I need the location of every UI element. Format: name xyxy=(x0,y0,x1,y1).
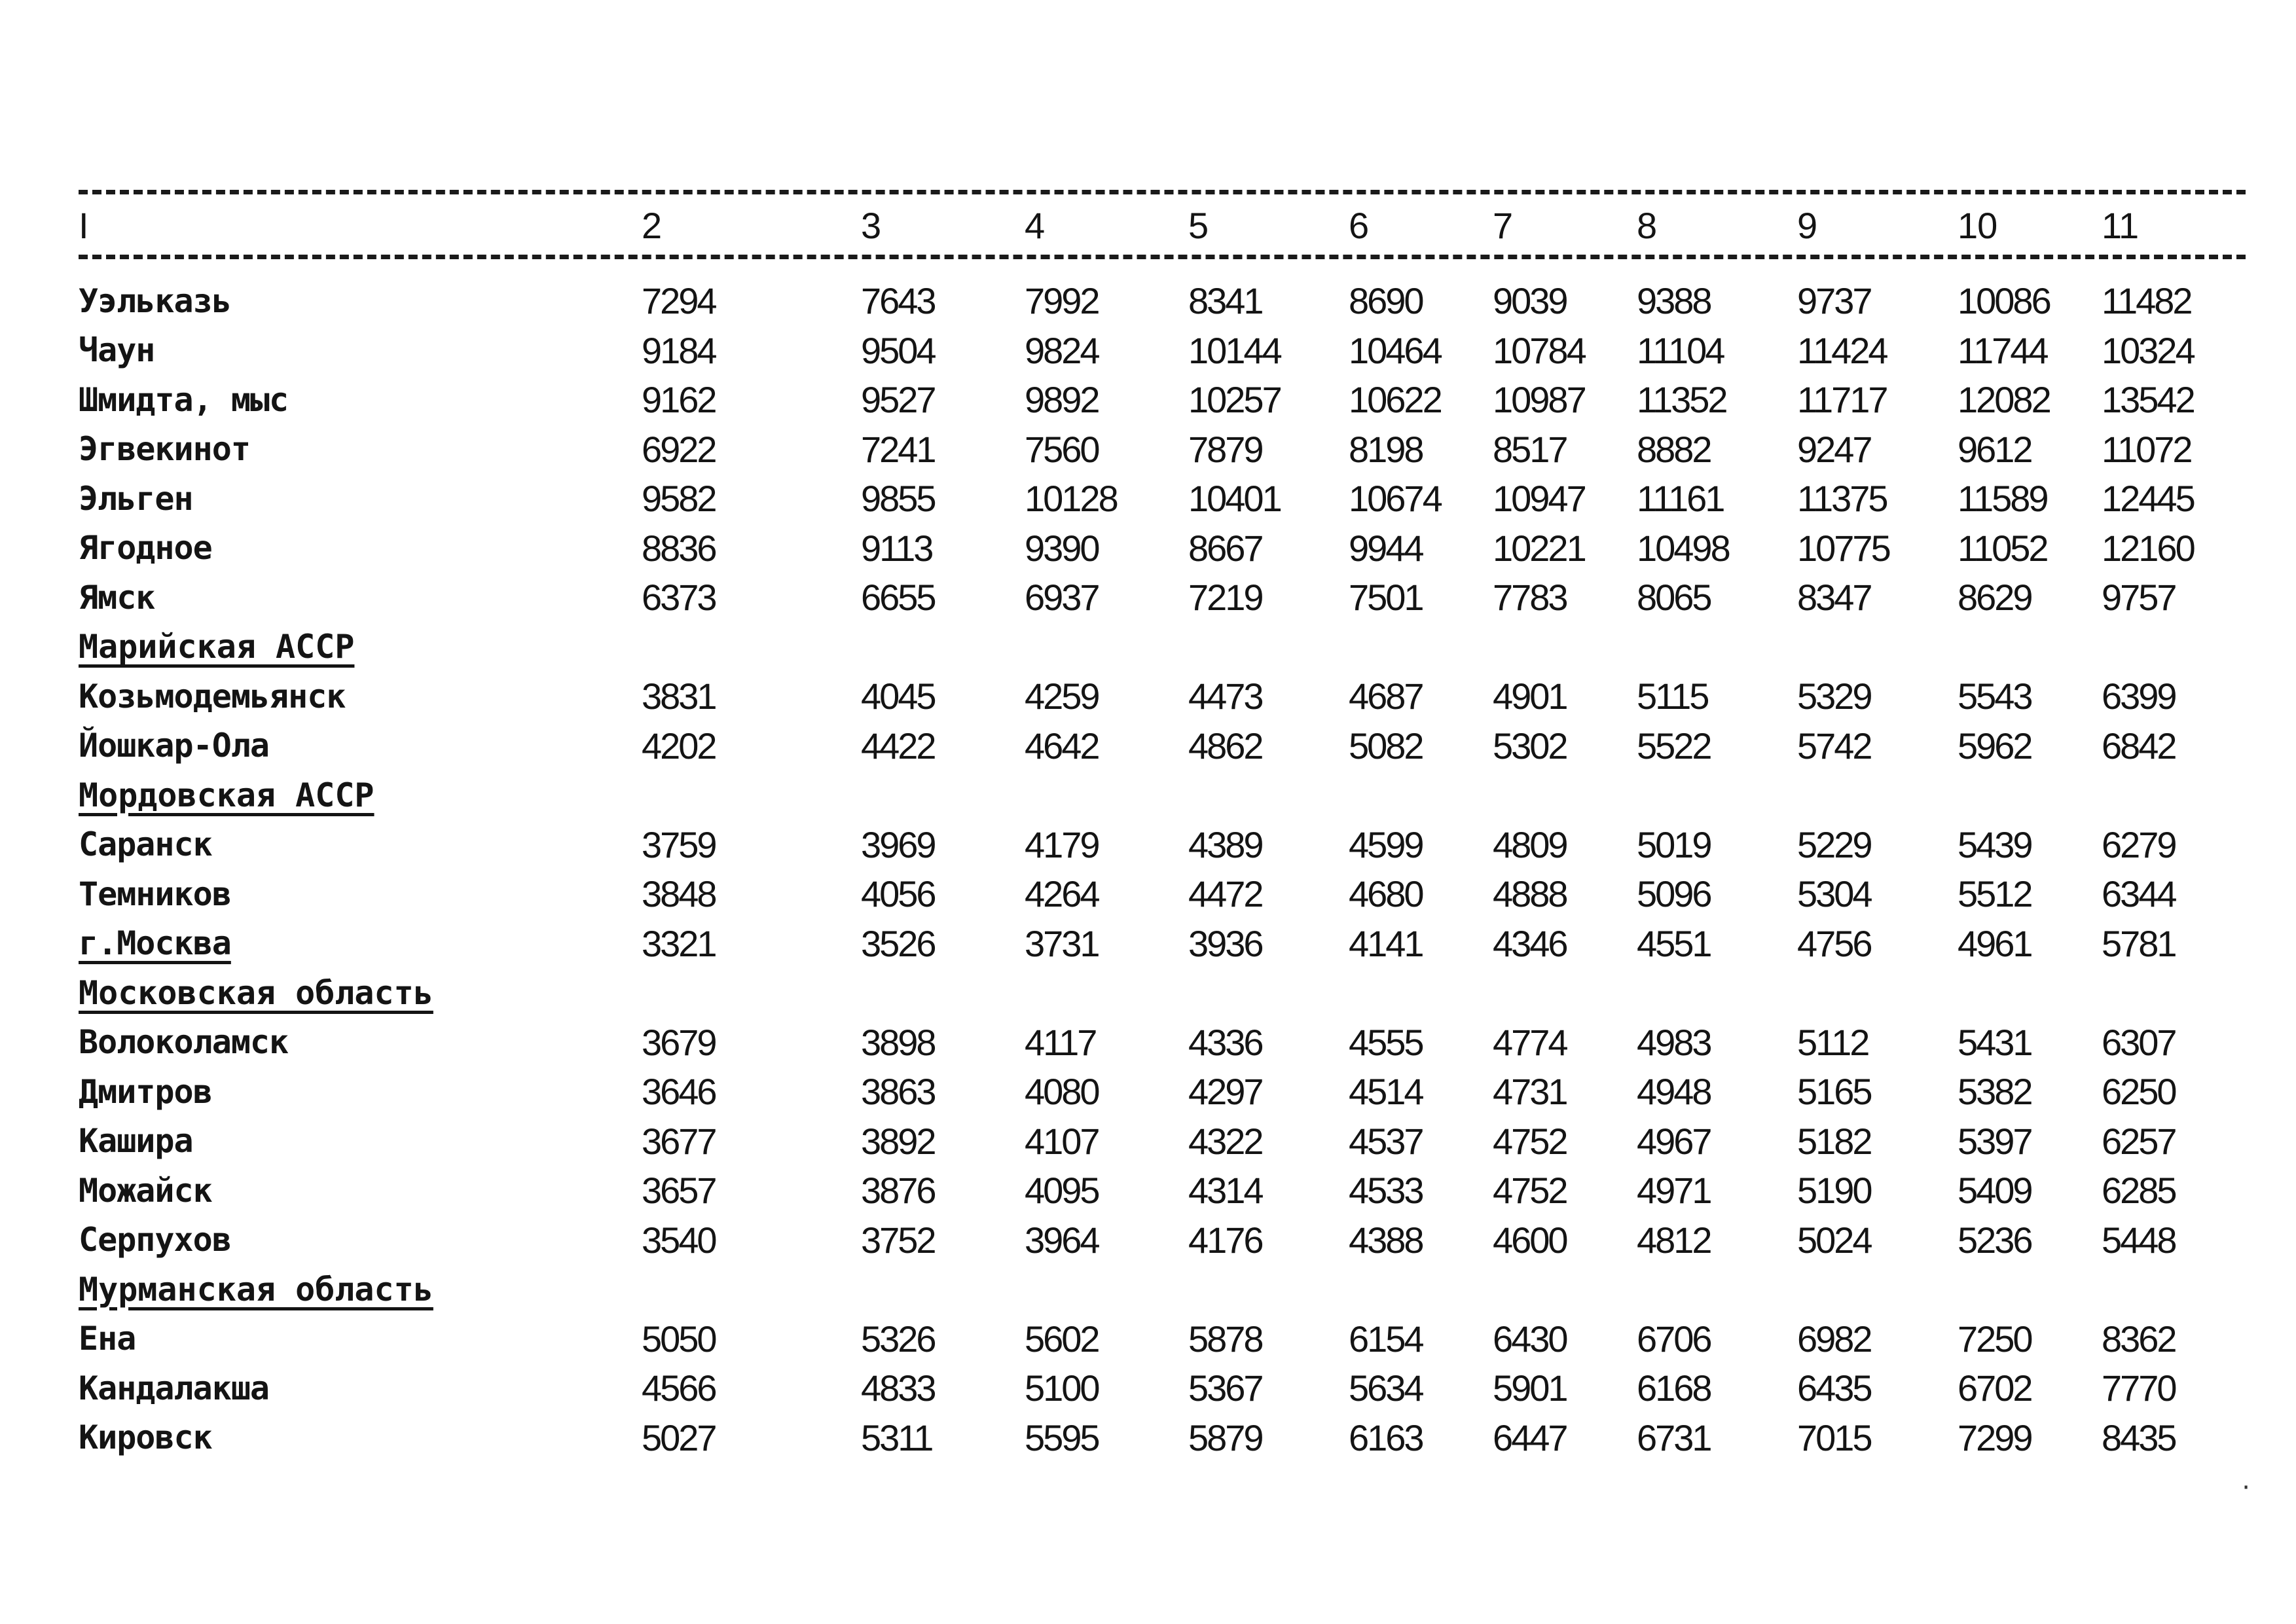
table-cell: 4176 xyxy=(1188,1219,1262,1261)
table-cell: 7770 xyxy=(2102,1367,2176,1409)
table-cell: 6257 xyxy=(2102,1120,2176,1162)
table-cell: 5115 xyxy=(1637,676,1708,717)
table-cell: 3731 xyxy=(1025,922,1099,964)
section-title: Мурманская область xyxy=(79,1270,433,1308)
column-header-10: 10 xyxy=(1958,204,1997,246)
table-cell: 5019 xyxy=(1637,823,1711,865)
table-cell: 3321 xyxy=(642,922,716,964)
table-cell: 6731 xyxy=(1637,1416,1711,1458)
table-cell: 5311 xyxy=(861,1416,932,1458)
table-cell: 4080 xyxy=(1025,1071,1099,1113)
table-cell: 4961 xyxy=(1958,922,2032,964)
location-name: Шмидта, мыс xyxy=(79,380,289,419)
table-cell: 3863 xyxy=(861,1071,935,1113)
table-row xyxy=(79,869,2246,919)
table-cell: 9944 xyxy=(1349,527,1423,569)
table-cell: 7643 xyxy=(861,280,935,322)
location-name: Серпухов xyxy=(79,1221,231,1259)
table-cell: 9039 xyxy=(1493,280,1567,322)
section-heading-row xyxy=(79,770,2246,820)
location-name: Кандалакша xyxy=(79,1369,270,1407)
table-row xyxy=(79,276,2246,326)
table-cell: 4537 xyxy=(1349,1120,1423,1162)
table-cell: 3969 xyxy=(861,823,935,865)
location-name: г.Москва xyxy=(79,924,231,963)
table-cell: 5602 xyxy=(1025,1318,1099,1360)
table-cell: 7294 xyxy=(642,280,716,322)
table-cell: 4179 xyxy=(1025,823,1099,865)
table-cell: 9757 xyxy=(2102,577,2176,619)
table-cell: 5781 xyxy=(2102,922,2176,964)
location-name: Йошкар-Ола xyxy=(79,727,270,765)
table-cell: 8435 xyxy=(2102,1416,2176,1458)
table-cell: 9390 xyxy=(1025,527,1099,569)
location-name: Эгвекинот xyxy=(79,430,250,469)
table-cell: 4774 xyxy=(1493,1021,1567,1063)
table-cell: 10947 xyxy=(1493,478,1585,520)
table-row xyxy=(79,721,2246,771)
table-cell: 7879 xyxy=(1188,428,1262,470)
table-cell: 5901 xyxy=(1493,1367,1567,1409)
table-cell: 4642 xyxy=(1025,725,1099,767)
table-row xyxy=(79,1363,2246,1413)
column-header-1: I xyxy=(79,204,88,246)
table-cell: 6435 xyxy=(1797,1367,1871,1409)
table-cell: 11161 xyxy=(1637,478,1724,520)
table-cell: 5512 xyxy=(1958,873,2032,915)
table-cell: 4322 xyxy=(1188,1120,1262,1162)
table-cell: 4045 xyxy=(861,676,935,717)
table-cell: 10674 xyxy=(1349,478,1441,520)
table-cell: 7560 xyxy=(1025,428,1099,470)
table-cell: 10987 xyxy=(1493,379,1585,421)
table-cell: 4862 xyxy=(1188,725,1262,767)
table-cell: 11589 xyxy=(1958,478,2047,520)
table-cell: 8065 xyxy=(1637,577,1711,619)
table-cell: 4971 xyxy=(1637,1170,1711,1212)
table-cell: 4833 xyxy=(861,1367,935,1409)
table-cell: 7250 xyxy=(1958,1318,2032,1360)
table-cell: 6168 xyxy=(1637,1367,1711,1409)
table-cell: 4336 xyxy=(1188,1021,1262,1063)
table-row xyxy=(79,919,2246,969)
table-cell: 3848 xyxy=(642,873,716,915)
table-cell: 9184 xyxy=(642,329,716,371)
table-cell: 10775 xyxy=(1797,527,1889,569)
table-cell: 9582 xyxy=(642,478,716,520)
table-cell: 4533 xyxy=(1349,1170,1423,1212)
table-cell: 5879 xyxy=(1188,1416,1262,1458)
table-cell: 10784 xyxy=(1493,329,1585,371)
table-cell: 4422 xyxy=(861,725,935,767)
table-cell: 3759 xyxy=(642,823,716,865)
table-cell: 10464 xyxy=(1349,329,1441,371)
table-cell: 4983 xyxy=(1637,1021,1711,1063)
table-cell: 11744 xyxy=(1958,329,2047,371)
table-cell: 3646 xyxy=(642,1071,716,1113)
table-cell: 4314 xyxy=(1188,1170,1262,1212)
table-cell: 6399 xyxy=(2102,676,2176,717)
table-cell: 6706 xyxy=(1637,1318,1711,1360)
column-header-11: 11 xyxy=(2102,204,2139,246)
table-cell: 9527 xyxy=(861,379,935,421)
table-cell: 5634 xyxy=(1349,1367,1423,1409)
location-name: Волоколамск xyxy=(79,1023,289,1062)
location-name: Чаун xyxy=(79,331,155,370)
table-cell: 4752 xyxy=(1493,1170,1567,1212)
table-cell: 4555 xyxy=(1349,1021,1423,1063)
table-cell: 7015 xyxy=(1797,1416,1871,1458)
table-cell: 4141 xyxy=(1349,922,1423,964)
table-cell: 10622 xyxy=(1349,379,1441,421)
table-cell: 11052 xyxy=(1958,527,2047,569)
table-cell: 5229 xyxy=(1797,823,1871,865)
table-cell: 6285 xyxy=(2102,1170,2176,1212)
table-cell: 5742 xyxy=(1797,725,1871,767)
table-cell: 5236 xyxy=(1958,1219,2032,1261)
location-name: Ягодное xyxy=(79,529,212,568)
data-table xyxy=(79,190,2246,1462)
table-cell: 4388 xyxy=(1349,1219,1423,1261)
column-header-2: 2 xyxy=(642,204,662,246)
table-cell: 4752 xyxy=(1493,1120,1567,1162)
table-cell: 4117 xyxy=(1025,1021,1096,1063)
table-cell: 5100 xyxy=(1025,1367,1099,1409)
table-cell: 4472 xyxy=(1188,873,1262,915)
table-cell: 5962 xyxy=(1958,725,2032,767)
table-cell: 5304 xyxy=(1797,873,1871,915)
table-cell: 5543 xyxy=(1958,676,2032,717)
table-header-rule xyxy=(79,255,2246,259)
table-cell: 6163 xyxy=(1349,1416,1423,1458)
table-cell: 4731 xyxy=(1493,1071,1567,1113)
table-row xyxy=(79,1314,2246,1364)
table-cell: 6842 xyxy=(2102,725,2176,767)
table-row xyxy=(79,672,2246,721)
table-cell: 7501 xyxy=(1349,577,1423,619)
table-cell: 11482 xyxy=(2102,280,2191,322)
table-cell: 4056 xyxy=(861,873,935,915)
location-name: Кировск xyxy=(79,1418,212,1457)
table-cell: 10086 xyxy=(1958,280,2050,322)
table-cell: 5448 xyxy=(2102,1219,2176,1261)
location-name: Саранск xyxy=(79,825,212,864)
location-name: Дмитров xyxy=(79,1072,212,1111)
table-cell: 3540 xyxy=(642,1219,716,1261)
column-header-3: 3 xyxy=(861,204,881,246)
table-cell: 3679 xyxy=(642,1021,716,1063)
section-heading-row xyxy=(79,623,2246,672)
table-cell: 7992 xyxy=(1025,280,1099,322)
table-cell: 9892 xyxy=(1025,379,1099,421)
table-cell: 9737 xyxy=(1797,280,1871,322)
table-row xyxy=(79,1413,2246,1463)
table-cell: 3526 xyxy=(861,922,935,964)
table-cell: 4473 xyxy=(1188,676,1262,717)
table-cell: 13542 xyxy=(2102,379,2194,421)
table-cell: 4888 xyxy=(1493,873,1567,915)
table-cell: 4687 xyxy=(1349,676,1423,717)
table-cell: 11424 xyxy=(1797,329,1887,371)
table-cell: 3936 xyxy=(1188,922,1262,964)
table-cell: 6307 xyxy=(2102,1021,2176,1063)
table-cell: 4901 xyxy=(1493,676,1567,717)
table-row xyxy=(79,326,2246,376)
table-cell: 4599 xyxy=(1349,823,1423,865)
table-cell: 3657 xyxy=(642,1170,716,1212)
table-cell: 3898 xyxy=(861,1021,935,1063)
table-body xyxy=(79,276,2246,1462)
table-cell: 4202 xyxy=(642,725,716,767)
table-cell: 10221 xyxy=(1493,527,1585,569)
table-cell: 7241 xyxy=(861,428,935,470)
table-cell: 12160 xyxy=(2102,527,2194,569)
table-cell: 12082 xyxy=(1958,379,2050,421)
table-cell: 5326 xyxy=(861,1318,935,1360)
table-cell: 9855 xyxy=(861,478,935,520)
table-row xyxy=(79,474,2246,524)
column-header-9: 9 xyxy=(1797,204,1817,246)
table-cell: 4095 xyxy=(1025,1170,1099,1212)
table-row xyxy=(79,524,2246,573)
table-cell: 8362 xyxy=(2102,1318,2176,1360)
table-cell: 10324 xyxy=(2102,329,2194,371)
location-name: Ена xyxy=(79,1320,136,1358)
table-cell: 5050 xyxy=(642,1318,716,1360)
table-cell: 5112 xyxy=(1797,1021,1868,1063)
table-cell: 6447 xyxy=(1493,1416,1567,1458)
table-cell: 5382 xyxy=(1958,1071,2032,1113)
table-cell: 9247 xyxy=(1797,428,1871,470)
table-cell: 4812 xyxy=(1637,1219,1711,1261)
table-cell: 8836 xyxy=(642,527,716,569)
table-cell: 5027 xyxy=(642,1416,716,1458)
table-cell: 5878 xyxy=(1188,1318,1262,1360)
table-cell: 9388 xyxy=(1637,280,1711,322)
table-row xyxy=(79,375,2246,425)
table-cell: 4259 xyxy=(1025,676,1099,717)
table-cell: 11375 xyxy=(1797,478,1887,520)
table-cell: 6279 xyxy=(2102,823,2176,865)
table-cell: 11717 xyxy=(1797,379,1887,421)
table-cell: 4514 xyxy=(1349,1071,1423,1113)
section-title: Московская область xyxy=(79,973,433,1012)
column-header-6: 6 xyxy=(1349,204,1369,246)
table-cell: 5165 xyxy=(1797,1071,1871,1113)
table-row xyxy=(79,1018,2246,1068)
table-cell: 10401 xyxy=(1188,478,1281,520)
table-cell: 6430 xyxy=(1493,1318,1567,1360)
table-cell: 3752 xyxy=(861,1219,935,1261)
table-cell: 10498 xyxy=(1637,527,1729,569)
table-cell: 5024 xyxy=(1797,1219,1871,1261)
table-cell: 7219 xyxy=(1188,577,1262,619)
table-cell: 11352 xyxy=(1637,379,1726,421)
table-cell: 8667 xyxy=(1188,527,1262,569)
location-name: Кашира xyxy=(79,1122,193,1161)
table-cell: 4346 xyxy=(1493,922,1567,964)
table-header-row xyxy=(79,200,2246,251)
table-row xyxy=(79,820,2246,870)
table-cell: 11104 xyxy=(1637,329,1724,371)
table-row xyxy=(79,1067,2246,1117)
table-cell: 6344 xyxy=(2102,873,2176,915)
table-cell: 3876 xyxy=(861,1170,935,1212)
table-row xyxy=(79,573,2246,623)
table-cell: 5096 xyxy=(1637,873,1711,915)
table-cell: 8517 xyxy=(1493,428,1567,470)
table-cell: 11072 xyxy=(2102,428,2191,470)
table-cell: 4566 xyxy=(642,1367,716,1409)
table-cell: 4809 xyxy=(1493,823,1567,865)
table-cell: 9612 xyxy=(1958,428,2032,470)
table-cell: 6154 xyxy=(1349,1318,1423,1360)
table-row xyxy=(79,1166,2246,1216)
section-title: Марийская АССР xyxy=(79,628,355,666)
table-cell: 5190 xyxy=(1797,1170,1871,1212)
table-row xyxy=(79,1216,2246,1265)
location-name: Эльген xyxy=(79,479,193,518)
table-cell: 12445 xyxy=(2102,478,2194,520)
location-name: Ямск xyxy=(79,578,155,617)
table-cell: 6937 xyxy=(1025,577,1099,619)
table-cell: 5409 xyxy=(1958,1170,2032,1212)
table-cell: 3677 xyxy=(642,1120,716,1162)
table-cell: 4948 xyxy=(1637,1071,1711,1113)
table-cell: 4680 xyxy=(1349,873,1423,915)
table-top-rule xyxy=(79,190,2246,194)
table-cell: 6373 xyxy=(642,577,716,619)
table-cell: 7783 xyxy=(1493,577,1567,619)
table-row xyxy=(79,1117,2246,1166)
location-name: Козьмодемьянск xyxy=(79,677,346,715)
table-cell: 10144 xyxy=(1188,329,1281,371)
table-cell: 4389 xyxy=(1188,823,1262,865)
table-cell: 9504 xyxy=(861,329,935,371)
location-name: Темников xyxy=(79,875,231,913)
section-title: Мордовская АССР xyxy=(79,776,374,814)
column-header-4: 4 xyxy=(1025,204,1045,246)
table-cell: 4967 xyxy=(1637,1120,1711,1162)
table-cell: 10128 xyxy=(1025,478,1117,520)
table-cell: 7299 xyxy=(1958,1416,2032,1458)
location-name: Уэльказь xyxy=(79,281,231,320)
table-cell: 8347 xyxy=(1797,577,1871,619)
location-name: Можайск xyxy=(79,1171,212,1210)
table-cell: 5431 xyxy=(1958,1021,2032,1063)
table-cell: 3892 xyxy=(861,1120,935,1162)
table-cell: 9113 xyxy=(861,527,932,569)
table-cell: 6250 xyxy=(2102,1071,2176,1113)
table-cell: 6982 xyxy=(1797,1318,1871,1360)
table-cell: 8882 xyxy=(1637,428,1711,470)
table-cell: 8341 xyxy=(1188,280,1262,322)
table-cell: 8690 xyxy=(1349,280,1423,322)
table-cell: 9162 xyxy=(642,379,716,421)
table-cell: 3831 xyxy=(642,676,716,717)
table-cell: 5439 xyxy=(1958,823,2032,865)
table-cell: 5082 xyxy=(1349,725,1423,767)
table-cell: 5367 xyxy=(1188,1367,1262,1409)
table-cell: 6922 xyxy=(642,428,716,470)
table-row xyxy=(79,425,2246,475)
table-cell: 6655 xyxy=(861,577,935,619)
table-cell: 4600 xyxy=(1493,1219,1567,1261)
table-cell: 8198 xyxy=(1349,428,1423,470)
margin-mark: · xyxy=(2242,1473,2250,1503)
table-cell: 6702 xyxy=(1958,1367,2032,1409)
table-cell: 4551 xyxy=(1637,922,1711,964)
column-header-7: 7 xyxy=(1493,204,1513,246)
table-cell: 4264 xyxy=(1025,873,1099,915)
table-cell: 8629 xyxy=(1958,577,2032,619)
table-cell: 5329 xyxy=(1797,676,1871,717)
table-cell: 4297 xyxy=(1188,1071,1262,1113)
table-cell: 5397 xyxy=(1958,1120,2032,1162)
column-header-5: 5 xyxy=(1188,204,1209,246)
column-header-8: 8 xyxy=(1637,204,1657,246)
table-cell: 5522 xyxy=(1637,725,1711,767)
table-cell: 10257 xyxy=(1188,379,1281,421)
table-cell: 3964 xyxy=(1025,1219,1099,1261)
table-cell: 5302 xyxy=(1493,725,1567,767)
table-cell: 4107 xyxy=(1025,1120,1099,1162)
table-cell: 5182 xyxy=(1797,1120,1871,1162)
table-cell: 9824 xyxy=(1025,329,1099,371)
table-cell: 4756 xyxy=(1797,922,1871,964)
section-heading-row xyxy=(79,1265,2246,1314)
table-cell: 5595 xyxy=(1025,1416,1099,1458)
section-heading-row xyxy=(79,968,2246,1018)
